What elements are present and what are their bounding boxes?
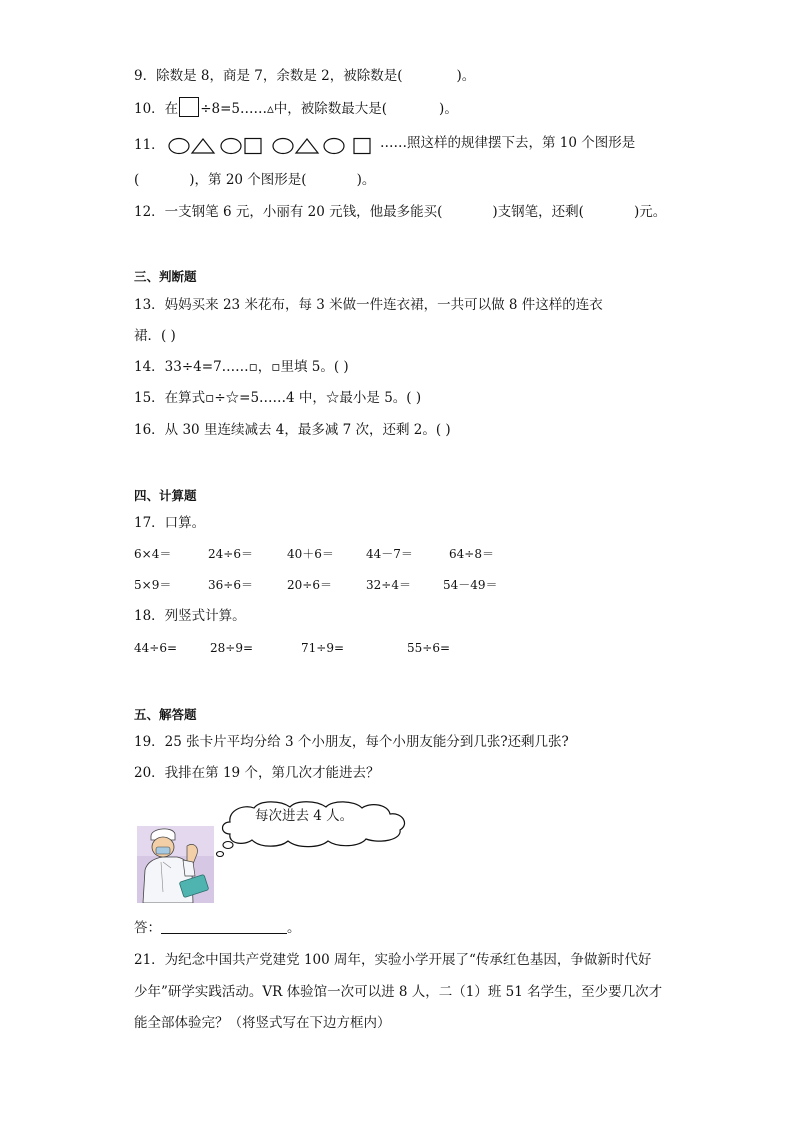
circle-icon xyxy=(221,139,241,154)
question-9 xyxy=(134,66,475,86)
oral-item: 24÷6＝ xyxy=(208,547,253,561)
oral-item: 5×9＝ xyxy=(134,578,172,592)
question-10-end: )。 xyxy=(439,101,458,117)
triangle-icon xyxy=(192,139,214,153)
question-11-mid: )，第 20 个图形是( xyxy=(189,172,307,188)
oral-item: 20÷6＝ xyxy=(287,578,332,592)
circle-icon xyxy=(324,139,344,154)
question-10-mid: ÷8=5……▵中，被除数最大是( xyxy=(200,101,388,117)
vertical-item: 55÷6= xyxy=(407,641,451,655)
question-16: 16．从 30 里连续减去 4，最多减 7 次，还剩 2。( ) xyxy=(134,422,451,438)
section-title: 五、解答题 xyxy=(134,707,197,722)
answer-end: 。 xyxy=(287,920,301,936)
section-title: 四、计算题 xyxy=(134,488,197,503)
question-21-line1: 21．为纪念中国共产党建党 100 周年，实验小学开展了“传承红色基因，争做新时代好 xyxy=(134,952,652,968)
question-19: 19．25 张卡片平均分给 3 个小朋友，每个小朋友能分到几张?还剩几张? xyxy=(134,734,569,750)
question-18: 18．列竖式计算。 xyxy=(134,608,246,624)
shape-pattern xyxy=(168,136,374,156)
question-13-line1: 13．妈妈买来 23 米花布，每 3 米做一件连衣裙，一共可以做 8 件这样的连衣 xyxy=(134,297,603,313)
question-20: 20．我排在第 19 个，第几次才能进去？ xyxy=(134,765,380,781)
question-12-a: 12．一支钢笔 6 元，小丽有 20 元钱，他最多能买( xyxy=(134,204,443,220)
answer-label: 答： xyxy=(134,920,161,936)
oral-item: 32÷4＝ xyxy=(366,578,411,592)
question-9-text: 9．除数是 8，商是 7，余数是 2，被除数是( xyxy=(134,68,403,84)
oral-item: 36÷6＝ xyxy=(208,578,253,592)
doctor-illustration xyxy=(137,826,214,903)
question-11-rule: ……照这样的规律摆下去，第 10 个图形是 xyxy=(380,135,636,151)
question-11-line2 xyxy=(134,170,375,190)
section-title: 三、判断题 xyxy=(134,269,197,284)
question-21-line2: 少年”研学实践活动。VR 体验馆一次可以进 8 人，二（1）班 51 名学生，至少要几次才 xyxy=(134,984,663,1000)
oral-item: 40＋6＝ xyxy=(287,547,334,561)
question-15: 15．在算式▫÷☆=5……4 中，☆最小是 5。( ) xyxy=(134,390,422,406)
circle-icon xyxy=(273,139,293,154)
triangle-icon xyxy=(296,139,318,153)
vertical-item: 28÷9= xyxy=(210,641,254,655)
question-11-number: 11． xyxy=(134,137,165,153)
square-box-icon xyxy=(179,97,199,117)
paren-open: ( xyxy=(134,172,140,188)
question-10 xyxy=(134,97,458,119)
question-9-end: )。 xyxy=(456,68,476,84)
vertical-item: 71÷9= xyxy=(301,641,345,655)
question-12-b: )支钢笔，还剩( xyxy=(492,204,584,220)
question-14: 14．33÷4=7……▫，▫里填 5。( ) xyxy=(134,359,349,375)
question-12-c: )元。 xyxy=(633,204,667,220)
question-11-end: )。 xyxy=(356,172,376,188)
question-10-pre: 10．在 xyxy=(134,101,179,117)
answer-input-line[interactable] xyxy=(161,921,287,934)
oral-item: 6×4＝ xyxy=(134,547,172,561)
oral-item: 54－49＝ xyxy=(443,578,498,592)
vertical-item: 44÷6= xyxy=(134,641,178,655)
answer-line xyxy=(134,918,301,938)
circle-icon xyxy=(169,139,189,154)
question-21-line3: 能全部体验完？（将竖式写在下边方框内） xyxy=(134,1015,391,1031)
oral-item: 64÷8＝ xyxy=(449,547,494,561)
question-17: 17．口算。 xyxy=(134,515,206,531)
bubble-text: 每次进去 4 人。 xyxy=(255,808,354,824)
oral-item: 44－7＝ xyxy=(366,547,413,561)
question-12 xyxy=(134,202,666,222)
square-icon xyxy=(245,139,261,154)
question-13-line2: 裙．( ) xyxy=(134,328,176,344)
square-icon xyxy=(354,139,370,154)
